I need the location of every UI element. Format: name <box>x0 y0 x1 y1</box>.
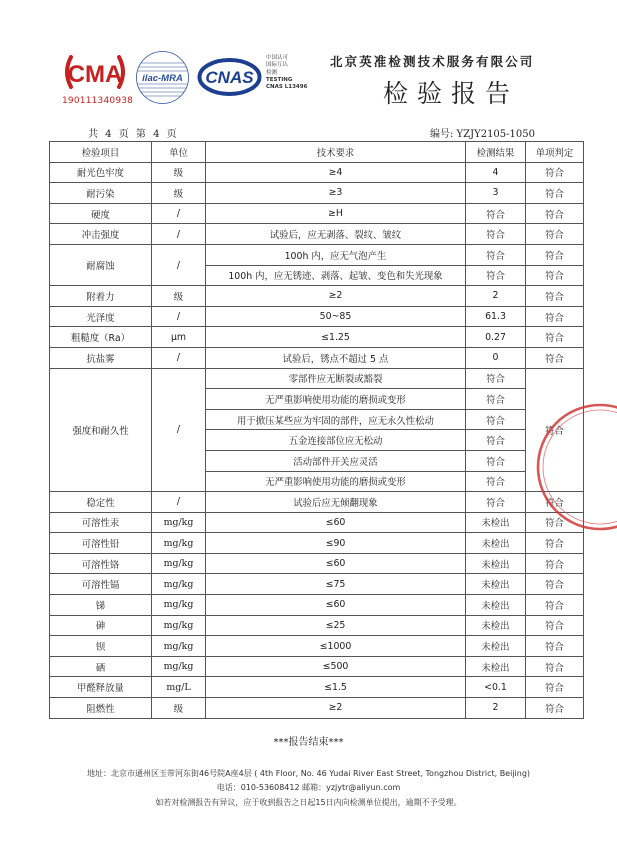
result-cell: 未检出 <box>466 533 526 554</box>
cnas-line: CNAS L13496 <box>266 84 308 91</box>
result-cell: 符合 <box>466 244 526 265</box>
table-header-row <box>50 142 584 163</box>
result-cell: 符合 <box>466 265 526 286</box>
result-cell: 未检出 <box>466 636 526 657</box>
header-requirement: 技术要求 <box>206 142 466 163</box>
judgement-cell: 符合 <box>526 574 584 595</box>
judgement-cell: 符合 <box>526 162 584 183</box>
header-result: 检测结果 <box>466 142 526 163</box>
judgement-cell: 符合 <box>526 677 584 698</box>
requirement-cell: ≥2 <box>206 698 466 719</box>
unit-cell: / <box>152 203 206 224</box>
report-end: ***报告结束*** <box>273 737 344 748</box>
result-cell: <0.1 <box>466 677 526 698</box>
header-judgement: 单项判定 <box>526 142 584 163</box>
judgement-cell: 符合 <box>526 698 584 719</box>
result-cell: 未检出 <box>466 574 526 595</box>
requirement-cell: ≤1000 <box>206 636 466 657</box>
result-cell: 2 <box>466 698 526 719</box>
requirement-cell: ≤1.5 <box>206 677 466 698</box>
judgement-cell: 符合 <box>526 203 584 224</box>
table-row <box>50 244 584 265</box>
table-row <box>50 677 584 698</box>
result-cell: 符合 <box>466 409 526 430</box>
item-cell: 冲击强度 <box>50 224 152 245</box>
item-cell: 硬度 <box>50 203 152 224</box>
result-cell: 符合 <box>466 450 526 471</box>
table-row <box>50 327 584 348</box>
requirement-cell: 试验后，锈点不超过 5 点 <box>206 347 466 368</box>
requirement-cell: 试验后应无倾翻现象 <box>206 492 466 513</box>
report-number: 编号: YZJY2105-1050 <box>430 129 535 140</box>
page-info: 共 4 页 第 4 页 <box>88 129 177 140</box>
unit-cell: 级 <box>152 162 206 183</box>
result-cell: 0 <box>466 347 526 368</box>
requirement-cell: ≤60 <box>206 553 466 574</box>
table-row <box>50 533 584 554</box>
table-row <box>50 595 584 616</box>
item-cell: 阻燃性 <box>50 698 152 719</box>
unit-cell: 级 <box>152 698 206 719</box>
cnas-accreditation-text <box>266 55 307 91</box>
footer-contact: 电话：010-53608412 邮箱：yzjytr@aliyun.com <box>216 783 401 792</box>
result-cell: 符合 <box>466 224 526 245</box>
table-row <box>50 162 584 183</box>
ilac-text: ilac-MRA <box>142 73 183 84</box>
item-cell: 砷 <box>50 615 152 636</box>
result-cell: 符合 <box>466 430 526 451</box>
item-cell: 稳定性 <box>50 492 152 513</box>
table-row <box>50 656 584 677</box>
unit-cell: mg/kg <box>152 636 206 657</box>
header-unit: 单位 <box>152 142 206 163</box>
table-row <box>50 286 584 307</box>
cnas-logo <box>197 56 262 98</box>
unit-cell: / <box>152 492 206 513</box>
item-cell: 可溶性铅 <box>50 533 152 554</box>
result-cell: 符合 <box>466 203 526 224</box>
table-row <box>50 306 584 327</box>
unit-cell: mg/kg <box>152 574 206 595</box>
result-cell: 0.27 <box>466 327 526 348</box>
item-cell: 耐污染 <box>50 183 152 204</box>
table-row <box>50 492 584 513</box>
unit-cell: / <box>152 244 206 285</box>
table-row <box>50 636 584 657</box>
requirement-cell: 活动部件开关应灵活 <box>206 450 466 471</box>
result-cell: 未检出 <box>466 656 526 677</box>
result-cell: 61.3 <box>466 306 526 327</box>
requirement-cell: ≤90 <box>206 533 466 554</box>
unit-cell: μm <box>152 327 206 348</box>
requirement-cell: ≥H <box>206 203 466 224</box>
item-cell: 抗盐雾 <box>50 347 152 368</box>
unit-cell: mg/kg <box>152 553 206 574</box>
judgement-cell: 符合 <box>526 533 584 554</box>
requirement-cell: 零部件应无断裂或豁裂 <box>206 368 466 389</box>
cnas-line: 检测 <box>266 69 278 76</box>
result-cell: 2 <box>466 286 526 307</box>
table-row <box>50 698 584 719</box>
cnas-line: 国际互认 <box>266 62 289 69</box>
cma-text: CMA <box>67 61 123 88</box>
unit-cell: mg/kg <box>152 615 206 636</box>
table-row <box>50 347 584 368</box>
requirement-cell: ≥4 <box>206 162 466 183</box>
unit-cell: 级 <box>152 286 206 307</box>
cma-certificate-number: 190111340938 <box>62 96 134 106</box>
item-cell: 强度和耐久性 <box>50 368 152 492</box>
result-cell: 3 <box>466 183 526 204</box>
item-cell: 硒 <box>50 656 152 677</box>
requirement-cell: 用于掀压某些应为牢固的部件，应无永久性松动 <box>206 409 466 430</box>
judgement-cell: 符合 <box>526 615 584 636</box>
judgement-cell: 符合 <box>526 306 584 327</box>
cnas-line: TESTING <box>266 76 293 83</box>
requirement-cell: 50~85 <box>206 306 466 327</box>
result-cell: 符合 <box>466 389 526 410</box>
cnas-line: 中国认可 <box>266 55 289 61</box>
footer-note: 如若对检测报告有异议，应于收到报告之日起15日内向检测单位提出，逾期不予受理。 <box>155 798 462 807</box>
judgement-cell: 符合 <box>526 656 584 677</box>
item-cell: 光泽度 <box>50 306 152 327</box>
requirement-cell: ≤1.25 <box>206 327 466 348</box>
judgement-cell: 符合 <box>526 368 584 492</box>
requirement-cell: ≤60 <box>206 512 466 533</box>
requirement-cell: 五金连接部位应无松动 <box>206 430 466 451</box>
unit-cell: mg/kg <box>152 512 206 533</box>
requirement-cell: ≤60 <box>206 595 466 616</box>
requirement-cell: ≥3 <box>206 183 466 204</box>
requirement-cell: ≤75 <box>206 574 466 595</box>
footer-address: 地址：北京市通州区玉带河东街46号院A座4层 ( 4th Floor, No. 46 Yudai River East Street, Tongzhou District, Beijing) <box>86 769 531 778</box>
cma-logo <box>62 52 128 92</box>
table-row <box>50 553 584 574</box>
judgement-cell: 符合 <box>526 244 584 265</box>
judgement-cell: 符合 <box>526 512 584 533</box>
judgement-cell: 符合 <box>526 347 584 368</box>
requirement-cell: ≤500 <box>206 656 466 677</box>
unit-cell: mg/kg <box>152 656 206 677</box>
result-cell: 未检出 <box>466 595 526 616</box>
company-name: 北京英准检测技术服务有限公司 <box>330 54 535 69</box>
judgement-cell: 符合 <box>526 327 584 348</box>
unit-cell: mg/kg <box>152 533 206 554</box>
item-cell: 钡 <box>50 636 152 657</box>
table-row <box>50 368 584 389</box>
unit-cell: mg/L <box>152 677 206 698</box>
cnas-text: CNAS <box>205 68 254 87</box>
judgement-cell: 符合 <box>526 224 584 245</box>
header-item: 检验项目 <box>50 142 152 163</box>
result-cell: 4 <box>466 162 526 183</box>
table-row <box>50 512 584 533</box>
judgement-cell: 符合 <box>526 286 584 307</box>
table-row <box>50 203 584 224</box>
item-cell: 耐光色牢度 <box>50 162 152 183</box>
requirement-cell: ≤25 <box>206 615 466 636</box>
judgement-cell: 符合 <box>526 265 584 286</box>
item-cell: 耐腐蚀 <box>50 244 152 285</box>
item-cell: 锑 <box>50 595 152 616</box>
ilac-mra-logo <box>135 50 190 105</box>
table-row <box>50 615 584 636</box>
result-cell: 符合 <box>466 471 526 492</box>
item-cell: 粗糙度（Ra） <box>50 327 152 348</box>
result-cell: 未检出 <box>466 615 526 636</box>
unit-cell: / <box>152 224 206 245</box>
table-row <box>50 574 584 595</box>
unit-cell: mg/kg <box>152 595 206 616</box>
item-cell: 甲醛释放量 <box>50 677 152 698</box>
result-cell: 符合 <box>466 368 526 389</box>
report-title: 检验报告 <box>383 79 520 108</box>
unit-cell: / <box>152 347 206 368</box>
requirement-cell: 试验后，应无剥落、裂纹、皱纹 <box>206 224 466 245</box>
judgement-cell: 符合 <box>526 183 584 204</box>
item-cell: 附着力 <box>50 286 152 307</box>
requirement-cell: 无严重影响使用功能的磨损或变形 <box>206 471 466 492</box>
judgement-cell: 符合 <box>526 553 584 574</box>
item-cell: 可溶性镉 <box>50 574 152 595</box>
result-cell: 符合 <box>466 492 526 513</box>
table-row <box>50 224 584 245</box>
unit-cell: / <box>152 306 206 327</box>
requirement-cell: 无严重影响使用功能的磨损或变形 <box>206 389 466 410</box>
inspection-table <box>49 141 584 719</box>
result-cell: 未检出 <box>466 512 526 533</box>
unit-cell: / <box>152 368 206 492</box>
judgement-cell: 符合 <box>526 636 584 657</box>
judgement-cell: 符合 <box>526 492 584 513</box>
requirement-cell: ≥2 <box>206 286 466 307</box>
result-cell: 未检出 <box>466 553 526 574</box>
table-row <box>50 183 584 204</box>
item-cell: 可溶性汞 <box>50 512 152 533</box>
judgement-cell: 符合 <box>526 595 584 616</box>
item-cell: 可溶性铬 <box>50 553 152 574</box>
requirement-cell: 100h 内，应无气泡产生 <box>206 244 466 265</box>
requirement-cell: 100h 内，应无锈迹、剥落、起皱、变色和失光现象 <box>206 265 466 286</box>
unit-cell: 级 <box>152 183 206 204</box>
